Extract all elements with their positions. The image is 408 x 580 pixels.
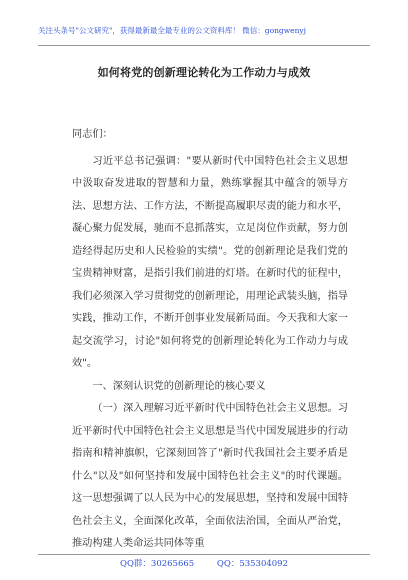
- footer-qq-group: QQ群：30265665: [119, 559, 195, 569]
- document-body: [72, 124, 348, 556]
- header-banner: 关注头条号"公文研究"，获得最新最全最专业的公文资料库！ 微信：gongwenyj: [38, 26, 306, 35]
- footer: [0, 557, 408, 569]
- header-divider: [38, 45, 370, 46]
- paragraph-subsection-1: （一）深入理解习近平新时代中国特色社会主义思想。习近平新时代中国特色社会主义思想是当代中国发展进步的行动指南和精神旗帜，它深刻回答了"新时代我国社会主要矛盾是什么"以及"如何坚持和发展中国特色社会主义"的时代课题。这一思想强调了以人民为中心的发展思想，坚持和发展中国特色社会主义，全面深化改革，全面依法治国，全面从严治党，推动构建人类命运共同体等重: [72, 403, 348, 549]
- footer-qq: QQ：535304092: [216, 559, 288, 569]
- section-heading-1: 一、深刻认识党的创新理论的核心要义: [92, 380, 266, 392]
- document-title: 如何将党的创新理论转化为工作动力与成效: [97, 66, 311, 79]
- paragraph-intro: 习近平总书记强调："要从新时代中国特色社会主义思想中汲取奋发进取的智慧和力量，熟练掌握其中蕴含的领导方法、思想方法、工作方法，不断提高履职尽责的能力和水平，凝心聚力促发展，驰而不息抓落实，立足岗位作贡献，努力创造经得起历史和人民检验的实绩"。党的创新理论是我们党的宝贵精神财富，是指引我们前进的灯塔。在新时代的征程中，我们必须深入学习贯彻党的创新理论，用理论武装头脑，指导实践，推动工作，不断开创事业发展新局面。今天我和大家一起交流学习，讨论"如何将党的创新理论转化为工作动力与成效"。: [72, 155, 348, 369]
- footer-divider: [38, 554, 370, 555]
- salutation: 同志们：: [72, 129, 113, 140]
